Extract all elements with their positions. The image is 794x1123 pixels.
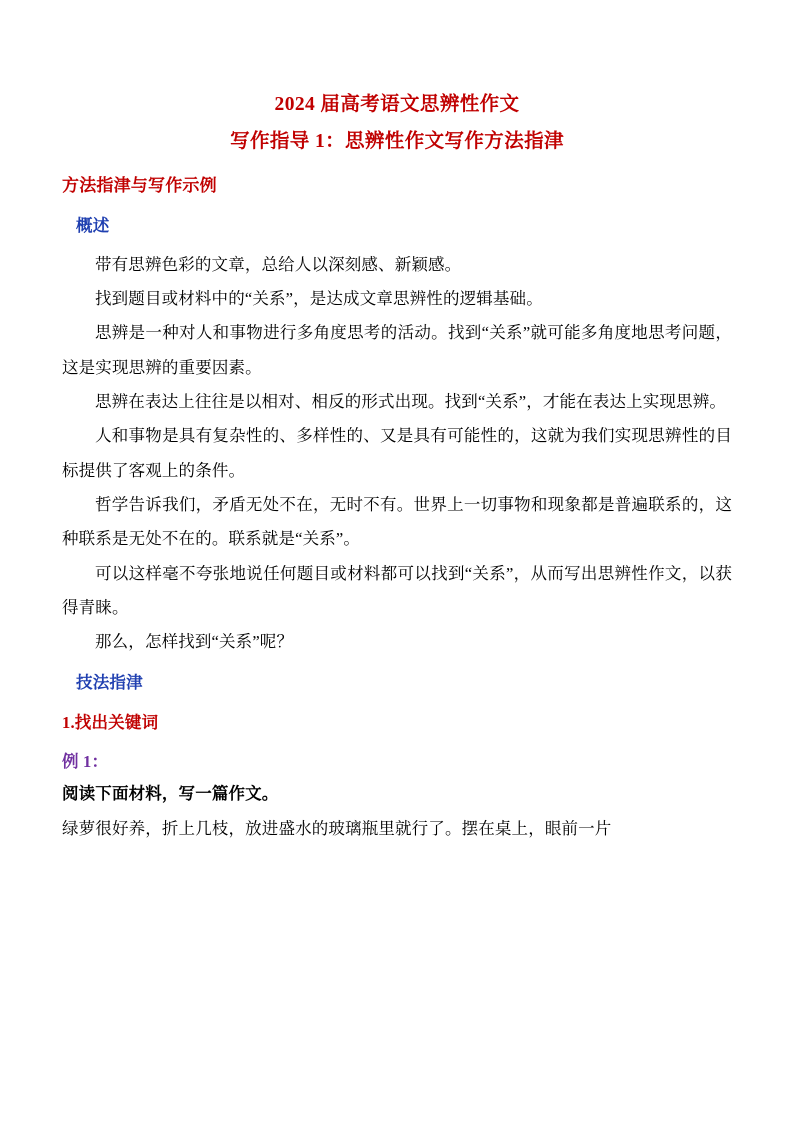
example-prompt-1: 阅读下面材料，写一篇作文。 bbox=[62, 784, 279, 804]
paragraph-overview-3: 思辨是一种对人和事物进行多角度思考的活动。找到“关系”就可能多角度地思考问题，这是实现思辨的重要因素。 bbox=[62, 323, 732, 377]
paragraph-overview-4: 思辨在表达上往往是以相对、相反的形式出现。找到“关系”，才能在表达上实现思辨。 bbox=[95, 391, 726, 411]
paragraph-overview-5: 人和事物是具有复杂性的、多样性的、又是具有可能性的，这就为我们实现思辨性的目标提供了客观上的条件。 bbox=[62, 426, 732, 480]
paragraph-overview-8: 那么，怎样找到“关系”呢？ bbox=[95, 632, 294, 652]
section-heading-technique: 技法指津 bbox=[76, 673, 143, 693]
section-heading-method-guide: 方法指津与写作示例 bbox=[62, 176, 217, 196]
paragraph-overview-2: 找到题目或材料中的“关系”，是达成文章思辨性的逻辑基础。 bbox=[95, 289, 543, 309]
paragraph-overview-7: 可以这样毫不夸张地说任何题目或材料都可以找到“关系”，从而写出思辨性作文，以获得青睐。 bbox=[62, 563, 732, 617]
document-title-line-1: 2024 届高考语文思辨性作文 bbox=[274, 94, 520, 115]
paragraph-overview-6: 哲学告诉我们，矛盾无处不在，无时不有。世界上一切事物和现象都是普遍联系的，这种联系是无处不在的。联系就是“关系”。 bbox=[62, 494, 732, 549]
section-heading-overview: 概述 bbox=[76, 216, 110, 236]
paragraph-overview-1: 带有思辨色彩的文章，总给人以深刻感、新颖感。 bbox=[95, 254, 462, 274]
technique-item-1: 1.找出关键词 bbox=[62, 712, 159, 732]
document-title-line-2: 写作指导 1：思辨性作文写作方法指津 bbox=[230, 130, 564, 152]
example-text-1: 绿萝很好养，折上几枝，放进盛水的玻璃瓶里就行了。摆在桌上，眼前一片 bbox=[62, 818, 612, 838]
example-label-1: 例 1： bbox=[62, 752, 109, 772]
